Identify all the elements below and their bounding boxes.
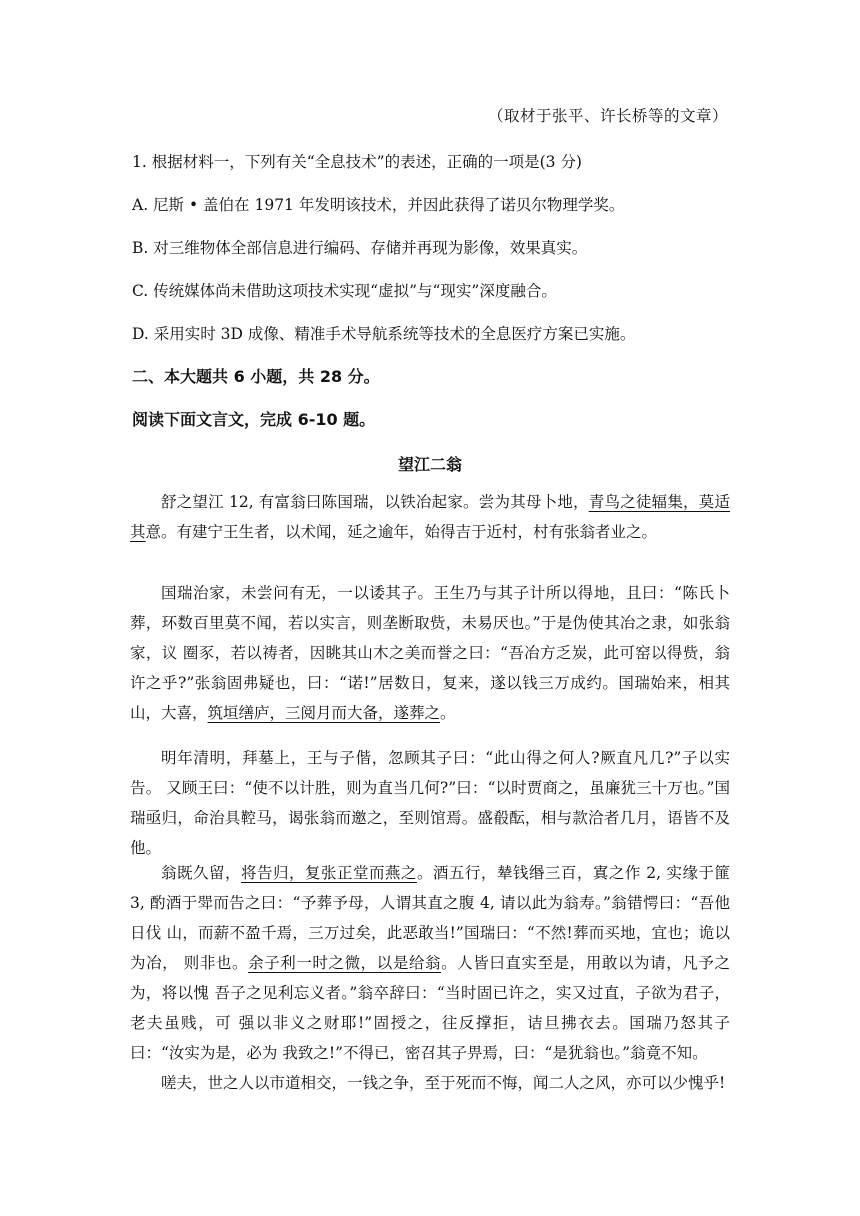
passage-paragraph-5 [130,1068,730,1098]
p2-text-a: 国瑞治家，未尝问有无，一以诿其子。王生乃与其子计所以得地，且曰：“陈氏卜葬，环数百里莫不闻，若以实言，则垄断取赀，未易厌也。”于是伪使其冶之隶，如张翁家，议 圈豕，若以祷者，因眺其山木之美而誉之曰：“吾冶方乏炭，此可窑以得赀，翁许之乎?”张翁固弗疑也，曰：“诺!”居数日，复来，遂以钱三万成约。国瑞始来，相其山，大喜， [130,584,730,722]
p4-underlined-phrase-1: 将告归，复张正堂而燕之 [240,864,417,882]
p4-underlined-phrase-2: 余子利一时之微，以是给翁 [248,954,442,972]
passage-paragraph-3 [130,743,730,863]
p1-text-b: 意。有建宁王生者，以术闻，延之逾年，始得吉于近村，村有张翁者业之。 [145,523,658,541]
source-note: （取材于张平、许长桥等的文章） [487,107,728,125]
section-heading: 二、本大题共 6 小题，共 28 分。 [132,367,380,386]
p2-text-b: 。 [440,704,456,722]
p4-text-a: 翁既久留， [161,864,241,882]
p1-text-a: 舒之望江 12, 有富翁曰陈国瑞，以铁冶起家。尝为其母卜地， [161,493,589,511]
passage-title: 望江二翁 [397,455,462,474]
p4-text-c: 。人皆曰直实至是，用敢以为请，凡予之为，将以愧 吾子之见利忘义者。”翁卒辞曰：“当时固已许之，实又过直，子欲为君子，老夫虽贱，可 强以非义之财耶!”固授之，往反撑拒，诘旦拂衣去。国瑞乃怒其子曰：“汝实为是，必为 我致之!”不得已，密召其子畀焉，曰：“是犹翁也。”翁竟不知。 [130,954,730,1062]
section-instruction: 阅读下面文言文，完成 6-10 题。 [132,410,376,429]
p3-text: 明年清明，拜墓上，王与子偕，忽顾其子曰：“此山得之何人?厥直凡几?”子以实告。 又顾王曰：“使不以计胜，则为直当几何?”曰：“以时贾商之，虽廉犹三十万也。”国瑞亟归，命治具鞚马，谒张翁而邀之，至则馆焉。盛殽酝，相与款洽者几月，语皆不及他。 [130,749,730,857]
passage-paragraph-4 [130,858,730,1068]
question-1-stem: 1. 根据材料一，下列有关“全息技术”的表述，正确的一项是(3 分) [132,153,582,171]
passage-paragraph-2 [130,578,730,728]
option-a: A. 尼斯 • 盖伯在 1971 年发明该技术，并因此获得了诺贝尔物理学奖。 [132,196,625,214]
option-b: B. 对三维物体全部信息进行编码、存储并再现为影像，效果真实。 [132,239,588,257]
p5-text: 嗟夫，世之人以市道相交，一钱之争，至于死而不悔，闻二人之风，亦可以少愧乎! [161,1074,726,1092]
p4-text-b: 。酒五行，辇钱缗三百，寘之作 2, 实缘于篚 3, 酌酒于斝而告之曰：“予葬予母，人谓其直之腹 4, 请以此为翁寿。”翁错愕曰：“吾他日伐 山，而薪不盈千焉，三万过矣，此恶敢当!”国瑞曰：“不然!葬而买地，宜也；诡以为冶， 则非也。 [130,864,730,972]
option-c: C. 传统媒体尚未借助这项技术实现“虚拟”与“现实”深度融合。 [132,282,557,300]
p2-underlined-phrase: 筑垣缮庐，三阅月而大备，遂葬之 [207,704,441,722]
passage-paragraph-1 [130,487,730,547]
option-d: D. 采用实时 3D 成像、精准手术导航系统等技术的全息医疗方案已实施。 [132,325,636,343]
p1-underlined-phrase: 青鸟之徒辐集，莫适其 [130,493,730,541]
